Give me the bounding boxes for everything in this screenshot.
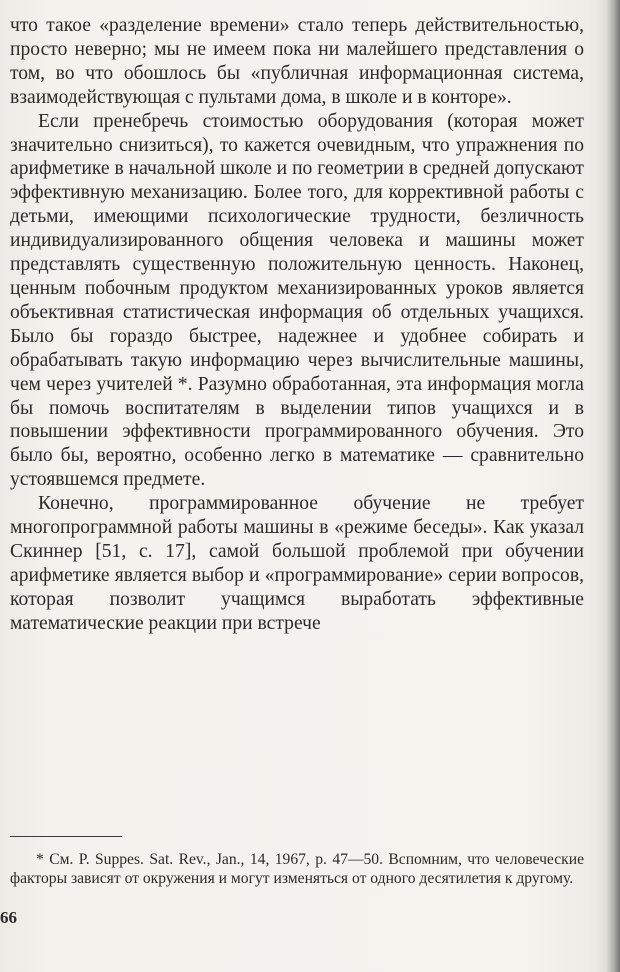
page-spine-shadow xyxy=(606,0,620,972)
paragraph-programmed-learning: Конечно, программированное обучение не требует многопрограммной работы машины в «режиме беседы». Как указал Скиннер [51, с. 17], самой большой проблемой при обучении арифметике является выбор и «программирование» серии вопросов, которая позволит учащимся выработать эффективные математические реакции при встрече xyxy=(10,493,584,634)
main-text xyxy=(10,14,584,636)
footnote: * См. P. Suppes. Sat. Rev., Jan., 14, 1967, p. 47—50. Вспомним, что человеческие факторы зависят от окружения и могут изменяться от одного десятилетия к другому. xyxy=(10,851,584,887)
footnote-separator xyxy=(10,836,122,837)
paragraph-continued: что такое «разделение времени» стало теперь действительностью, просто неверно; мы не имеем пока ни малейшего представления о том, во что обошлось бы «публичная информационная система, взаимодействующая с пультами дома, в школе и в конторе». xyxy=(10,15,584,108)
paragraph-equipment-cost: Если пренебречь стоимостью оборудования (которая может значительно снизиться), то кажется очевидным, что упражнения по арифметике в начальной школе и по геометрии в средней допускают эффективную механизацию. Более того, для коррективной работы с детьми, имеющими психологические трудности, безличность индивидуализированного общения человека и машины может представлять существенную положительную ценность. Наконец, ценным побочным продуктом механизированных уроков является объективная статистическая информация об отдельных учащихся. Было бы гораздо быстрее, надежнее и удобнее собирать и обрабатывать такую информацию через вычислительные машины, чем через учителей *. Разумно обработанная, эта информация могла бы помочь воспитателям в выделении типов учащихся и в повышении эффективности программированного обучения. Это было бы, вероятно, особенно легко в математике — сравнительно устоявшемся предмете. xyxy=(10,110,584,491)
page-number: 66 xyxy=(0,908,17,927)
